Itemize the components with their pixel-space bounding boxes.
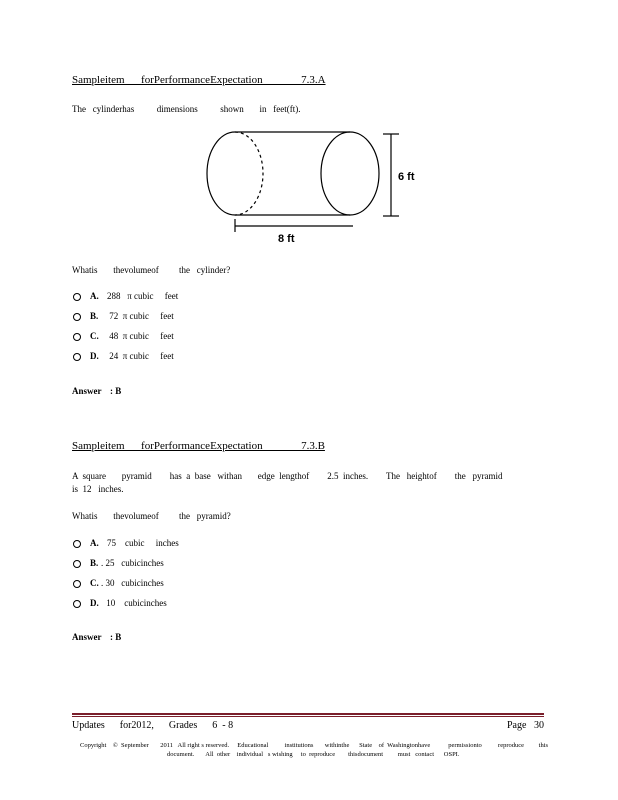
q2-stem-line2: is 12 inches. bbox=[72, 484, 124, 494]
q2-option-c-letter: C. bbox=[90, 578, 99, 588]
q1-option-c-letter: C. bbox=[90, 331, 99, 341]
footer-rule-thin bbox=[72, 716, 544, 717]
left-ellipse-hidden bbox=[235, 132, 263, 215]
q2-option-b-radio[interactable] bbox=[73, 560, 81, 568]
q2-option-d-letter: D. bbox=[90, 598, 99, 608]
q1-option-c-text: 48 π cubic feet bbox=[107, 331, 174, 341]
q2-option-c-radio[interactable] bbox=[73, 580, 81, 588]
q1-question: Whatis thevolumeof the cylinder? bbox=[72, 265, 231, 275]
q1-answer-label: Answer bbox=[72, 386, 102, 396]
q2-option-a-radio[interactable] bbox=[73, 540, 81, 548]
q2-option-d-radio[interactable] bbox=[73, 600, 81, 608]
q1-answer-value: : B bbox=[110, 386, 122, 396]
q2-question: Whatis thevolumeof the pyramid? bbox=[72, 511, 231, 521]
q1-option-b-letter: B. bbox=[90, 311, 99, 321]
q1-option-a-letter: A. bbox=[90, 291, 99, 301]
q1-option-d-text: 24 π cubic feet bbox=[107, 351, 174, 361]
q1-option-b-text: 72 π cubic feet bbox=[107, 311, 174, 321]
left-ellipse-front bbox=[207, 132, 235, 215]
length-label: 8 ft bbox=[278, 233, 295, 245]
q2-stem-line1: A square pyramid has a base withan edge lengthof 2.5 inches. The heightof the pyramid bbox=[72, 471, 503, 481]
q1-option-a-text: 288 π cubic feet bbox=[107, 291, 179, 301]
q2-option-b-letter: B. bbox=[90, 558, 99, 568]
footer-title: Updates for2012, Grades 6 - 8 bbox=[72, 720, 234, 731]
q1-header: Sampleitem forPerformanceExpectation 7.3.A bbox=[72, 74, 326, 86]
q2-answer-value: : B bbox=[110, 632, 122, 642]
q2-header: Sampleitem forPerformanceExpectation 7.3.B bbox=[72, 440, 325, 452]
q1-option-a-radio[interactable] bbox=[73, 293, 81, 301]
q1-option-d-radio[interactable] bbox=[73, 353, 81, 361]
q2-option-c-text: . 30 cubicinches bbox=[101, 578, 164, 588]
height-label: 6 ft bbox=[398, 171, 415, 183]
copyright-line-2: document. All other individual s wishing to reproduce thisdocument must contact OSPI. bbox=[167, 751, 460, 758]
cylinder-figure bbox=[195, 128, 435, 248]
q2-option-b-text: . 25 cubicinches bbox=[101, 558, 164, 568]
q2-option-a-text: 75 cubic inches bbox=[107, 538, 179, 548]
page-number: Page 30 bbox=[507, 720, 544, 731]
footer-rule-thick bbox=[72, 713, 544, 715]
q2-answer-label: Answer bbox=[72, 632, 102, 642]
q1-option-b-radio[interactable] bbox=[73, 313, 81, 321]
copyright-line-1: Copyright © September 2011 All right s reserved. Educational institutions withinthe State of Washingtonhave permissionto reproduce this bbox=[80, 742, 549, 749]
q1-option-c-radio[interactable] bbox=[73, 333, 81, 341]
q2-option-d-text: 10 cubicinches bbox=[104, 598, 167, 608]
q1-option-d-letter: D. bbox=[90, 351, 99, 361]
q2-option-a-letter: A. bbox=[90, 538, 99, 548]
right-ellipse bbox=[321, 132, 379, 215]
q1-stem: The cylinderhas dimensions shown in feet(ft). bbox=[72, 104, 301, 114]
